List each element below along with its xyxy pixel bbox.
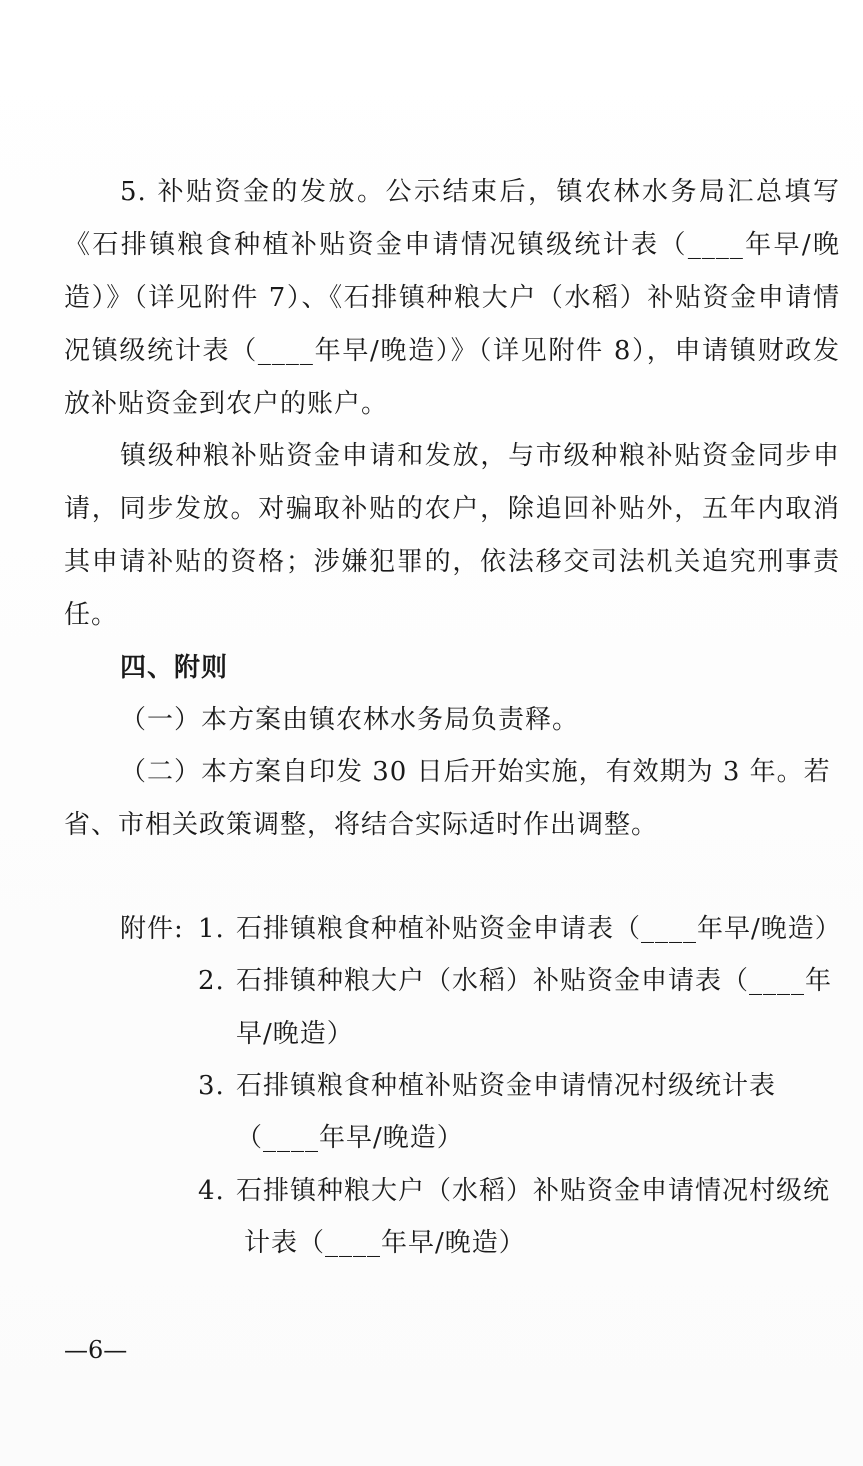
paragraph-subsidy-distribution: 5. 补贴资金的发放。公示结束后，镇农林水务局汇总填写《石排镇粮食种植补贴资金申请情况镇级统计表（____年早/晚造）》（详见附件 7）、《石排镇种粮大户（水稻）补贴资金申请情况镇级统计表（____年早/晚造）》（详见附件 8），申请镇财政发放补贴资金到农户的账户。 <box>64 177 840 419</box>
attachment-title: 石排镇种粮大户（水稻）补贴资金申请情况村级统 <box>236 1176 831 1206</box>
attachment-number: 1. <box>198 914 225 944</box>
attachment-number: 2. <box>198 966 225 996</box>
section-heading: 四、附则 <box>120 653 229 683</box>
attachments-label: 附件: <box>120 914 184 944</box>
clause-2-line-2: 省、市相关政策调整，将结合实际适时作出调整。 <box>64 810 659 840</box>
clause-1: （一）本方案由镇农林水务局负责释。 <box>120 705 580 735</box>
attachment-number: 4. <box>198 1176 225 1206</box>
attachment-title: 石排镇粮食种植补贴资金申请表（____年早/晚造） <box>236 914 842 944</box>
page-number: —6— <box>64 1336 128 1364</box>
attachment-title-continued: （____年早/晚造） <box>236 1123 464 1153</box>
attachment-title: 石排镇种粮大户（水稻）补贴资金申请表（____年 <box>236 966 833 996</box>
clause-2-line-1: （二）本方案自印发 30 日后开始实施，有效期为 3 年。若 <box>120 757 831 787</box>
attachment-title-continued: 计表（____年早/晚造） <box>244 1228 526 1258</box>
paragraph-sync-application: 镇级种粮补贴资金申请和发放，与市级种粮补贴资金同步申请，同步发放。对骗取补贴的农户，除追回补贴外，五年内取消其申请补贴的资格；涉嫌犯罪的，依法移交司法机关追究刑事责任。 <box>64 441 840 630</box>
attachment-title-continued: 早/晚造） <box>236 1019 354 1049</box>
attachment-number: 3. <box>198 1071 225 1101</box>
attachment-title: 石排镇粮食种植补贴资金申请情况村级统计表 <box>236 1071 777 1101</box>
